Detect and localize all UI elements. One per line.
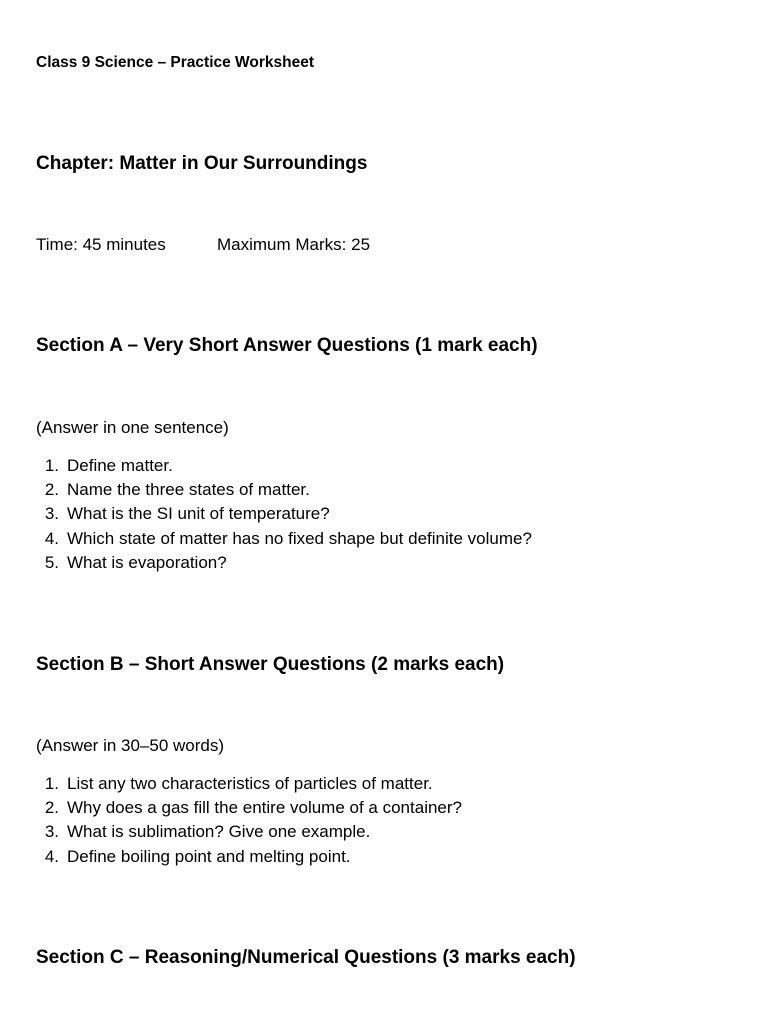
question-number: 3.	[44, 504, 59, 524]
question-text: Which state of matter has no fixed shape but definite volume?	[67, 528, 532, 548]
question-text: Why does a gas fill the entire volume of a container?	[67, 798, 462, 818]
question-item	[36, 527, 532, 551]
question-item	[36, 551, 532, 575]
chapter-heading: Chapter: Matter in Our Surroundings	[36, 153, 368, 174]
exam-meta	[36, 235, 370, 255]
question-text: What is evaporation?	[67, 552, 227, 572]
question-item	[36, 478, 532, 502]
question-text: Name the three states of matter.	[67, 480, 310, 500]
question-number: 1.	[44, 774, 59, 793]
question-number: 5.	[44, 552, 59, 572]
worksheet-title: Class 9 Science – Practice Worksheet	[36, 54, 315, 71]
question-text: What is the SI unit of temperature?	[67, 504, 330, 524]
time-allowed: Time: 45 minutes	[36, 235, 166, 254]
question-number: 4.	[44, 846, 59, 866]
maximum-marks: Maximum Marks: 25	[217, 235, 371, 254]
question-text: Define boiling point and melting point.	[67, 846, 351, 866]
question-item	[36, 502, 532, 526]
question-number: 4.	[44, 528, 59, 548]
section-a-heading: Section A – Very Short Answer Questions (1 mark each)	[36, 335, 538, 356]
section-b-heading: Section B – Short Answer Questions (2 marks each)	[36, 654, 505, 675]
question-item	[36, 820, 462, 844]
section-c-heading: Section C – Reasoning/Numerical Questions (3 marks each)	[36, 947, 576, 968]
section-a-question-list	[36, 454, 532, 575]
question-number: 3.	[44, 822, 59, 842]
question-item	[36, 845, 462, 869]
section-b-question-list	[36, 772, 462, 869]
question-item	[36, 796, 462, 820]
question-number: 1.	[44, 456, 59, 475]
question-text: What is sublimation? Give one example.	[67, 822, 371, 842]
question-number: 2.	[44, 480, 59, 500]
section-b-instruction: (Answer in 30–50 words)	[36, 736, 225, 755]
section-a-instruction: (Answer in one sentence)	[36, 418, 229, 437]
question-number: 2.	[44, 798, 59, 818]
question-item	[36, 772, 462, 796]
question-text: List any two characteristics of particles of matter.	[67, 774, 433, 793]
question-item	[36, 454, 532, 478]
question-text: Define matter.	[67, 456, 173, 475]
